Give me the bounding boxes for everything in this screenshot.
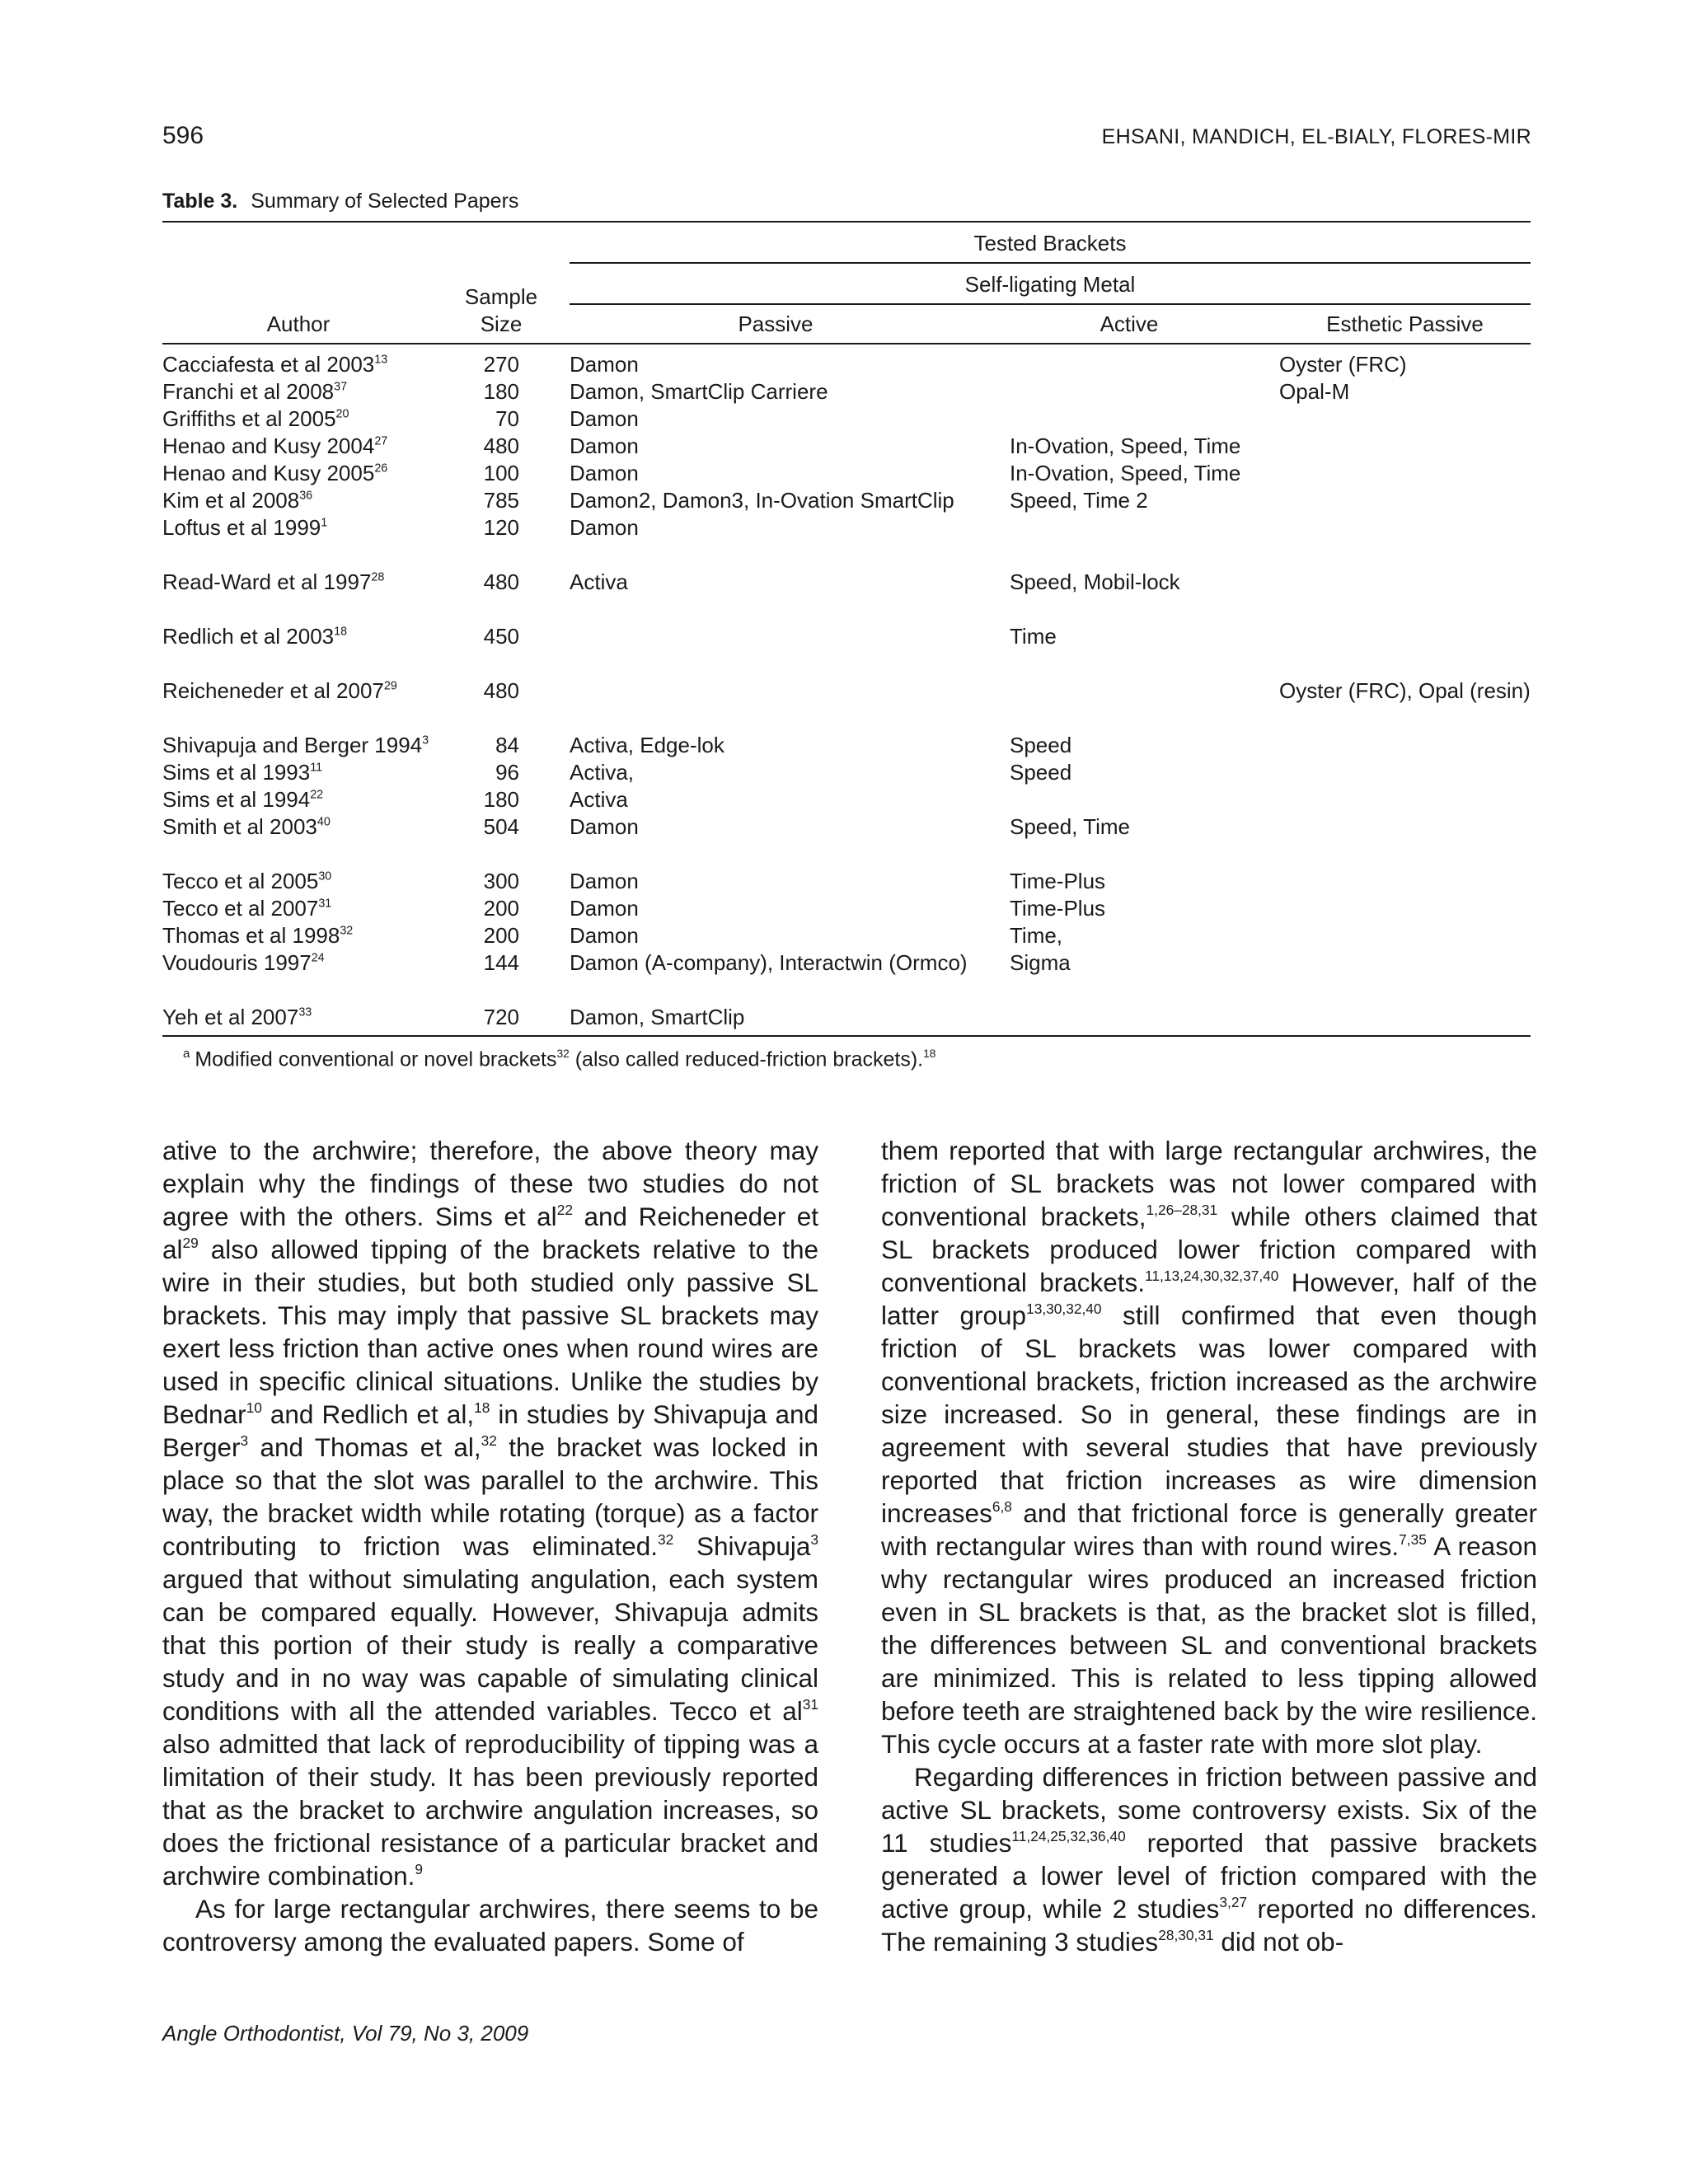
author-ref: 27	[374, 434, 388, 448]
table-cell-author	[162, 460, 387, 487]
author-name: Voudouris 1997	[162, 950, 312, 975]
citation-ref: 1,26–28,31	[1146, 1202, 1218, 1219]
citation-ref: 3	[810, 1531, 818, 1549]
table-cell-active: Time-Plus	[1010, 896, 1106, 921]
author-ref: 37	[334, 380, 348, 394]
author-ref: 31	[318, 897, 332, 911]
author-ref: 20	[335, 407, 349, 421]
header-esthetic-passive: Esthetic Passive	[1326, 312, 1484, 336]
author-name: Reicheneder et al 2007	[162, 678, 384, 703]
table-top-rule	[162, 221, 1531, 223]
table-label: Table 3.	[162, 190, 238, 213]
tested-brackets-rule	[570, 262, 1531, 264]
table-cell-author	[162, 949, 325, 977]
table-cell-sample-size: 200	[483, 923, 519, 948]
table-cell-passive: Activa,	[570, 760, 635, 785]
citation-ref: 11,24,25,32,36,40	[1011, 1828, 1126, 1845]
table-cell-active: Speed, Time	[1010, 814, 1130, 839]
table-cell-author	[162, 895, 331, 922]
author-name: Smith et al 2003	[162, 814, 317, 839]
table-cell-sample-size: 785	[483, 488, 519, 513]
table-cell-author	[162, 677, 397, 705]
citation-ref: 32	[658, 1531, 674, 1549]
citation-ref: 32	[481, 1432, 497, 1450]
table-cell-author	[162, 351, 387, 378]
author-ref: 18	[334, 625, 348, 639]
paragraph: them reported that with large rectangular archwires, the friction of SL brackets was not lower compared with conventional brackets,$^{1,26-28,31}$ while others claimed that SL brackets produced lower friction compared with conventional brackets.$^{11,13,24,30,32,37,40}$ However, half of the latter group$^{13,30,32,40}$ still confirmed that even though friction of SL brackets was lower compared with conventional brackets, friction increased as the archwire size increased. So in general, these findings are in agreement with several studies that have previously reported that friction increases as wire dimension increases$^{6,8}$ and that frictional force is generally greater with rectangular wires than with round wires.$^{7,35}$ A reason why rectangular wires produced an increased friction even in SL brackets is that, as the bracket slot is filled, the differences between SL and conventional brackets are minimized. This is related to less tipping allowed before teeth are straightened back by the wire resilience. This cycle occurs at a faster rate with more slot play.	[881, 1136, 1537, 1759]
table-bottom-rule	[162, 1035, 1531, 1037]
table-cell-passive: Damon	[570, 896, 639, 921]
author-name: Thomas et al 1998	[162, 923, 340, 948]
author-ref: 13	[374, 353, 388, 367]
author-name: Read-Ward et al 1997	[162, 569, 372, 594]
header-active: Active	[1100, 312, 1159, 336]
table-cell-passive: Activa	[570, 787, 628, 812]
table-cell-active: Sigma	[1010, 950, 1071, 975]
table-cell-author	[162, 732, 429, 759]
footnote-text-b: (also called reduced-friction brackets).	[569, 1047, 924, 1071]
table-cell-sample-size: 270	[483, 352, 519, 377]
citation-ref: 10	[246, 1399, 262, 1417]
paragraph: ative to the archwire; therefore, the above theory may explain why the findings of these two studies do not agree with the others. Sims et $al^{22}$ and Reicheneder et $al^{29}$ also allowed tipping of the brackets relative to the wire in their studies, but both studied only passive SL brackets. This may imply that passive SL brackets may exert less friction than active ones when round wires are used in specific clinical situations. Unlike the studies by Bednar$^{10}$ and Redlich et al,$^{18}$ in studies by Shivapuja and Berger$^3$ and Thomas et al,$^{32}$ the bracket was locked in place so that the slot was parallel to the archwire. This way, the bracket width while rotating (torque) as a factor contributing to friction was eliminated.$^{32}$ Shivapuja$^3$ argued that without simulating angulation, each system can be compared equally. However, Shivapuja admits that this portion of their study is really a comparative study and in no way was capable of simulating clinical conditions with all the attended variables. Tecco et $al^{31}$ also admitted that lack of reproducibility of tipping was a limitation of their study. It has been previously reported that as the bracket to archwire angulation increases, so does the frictional resistance of a particular bracket and archwire combination.$^9$	[162, 1136, 819, 1891]
citation-ref: 13,30,32,40	[1026, 1301, 1102, 1318]
citation-ref: 3	[240, 1432, 249, 1450]
table-cell-sample-size: 120	[483, 515, 519, 540]
table-cell-sample-size: 180	[483, 787, 519, 812]
author-name: Loftus et al 1999	[162, 515, 321, 540]
table-cell-active: Speed, Mobil-lock	[1010, 569, 1180, 594]
paragraph: Regarding differences in friction between passive and active SL brackets, some controversy exists. Six of the 11 studies$^{11,24,25,32,36,40}$ reported that passive brackets generated a lower level of friction compared with the active group, while 2 studies$^{3,27}$ reported no differences. The remaining 3 studies$^{28,30,31}$ did not ob-	[881, 1762, 1538, 1957]
citation-ref: 31	[802, 1696, 818, 1713]
table-cell-author	[162, 433, 387, 460]
table-cell-sample-size: 70	[495, 406, 519, 431]
table-cell-author	[162, 405, 349, 433]
table-title: Summary of Selected Papers	[251, 190, 519, 213]
table-cell-active: Speed	[1010, 760, 1072, 785]
author-name: Tecco et al 2007	[162, 896, 319, 921]
table-cell-sample-size: 504	[483, 814, 519, 839]
author-ref: 30	[318, 869, 332, 883]
table-caption	[162, 190, 518, 213]
author-ref: 32	[340, 924, 354, 938]
table-cell-passive: Damon, SmartClip	[570, 1005, 745, 1029]
author-ref: 29	[383, 679, 397, 693]
author-name: Franchi et al 2008	[162, 379, 335, 404]
header-bottom-rule	[162, 343, 1531, 344]
header-sample-line2: Size	[480, 312, 523, 336]
table-cell-author	[162, 378, 347, 405]
table-cell-sample-size: 450	[483, 624, 519, 649]
table-cell-sample-size: 480	[483, 678, 519, 703]
author-name: Henao and Kusy 2004	[162, 434, 375, 458]
citation-ref: 7,35	[1399, 1531, 1427, 1549]
table-cell-author	[162, 813, 331, 841]
author-ref: 11	[310, 761, 323, 775]
author-ref: 40	[316, 815, 331, 829]
author-ref: 22	[310, 788, 324, 802]
table-cell-active: Speed	[1010, 733, 1072, 757]
table-cell-sample-size: 720	[483, 1005, 519, 1029]
table-cell-sample-size: 84	[495, 733, 519, 757]
table-cell-author	[162, 623, 347, 650]
table-cell-passive: Damon, SmartClip Carriere	[570, 379, 828, 404]
table-cell-passive: Activa, Edge-lok	[570, 733, 724, 757]
table-cell-esthetic: Oyster (FRC)	[1279, 352, 1407, 377]
author-name: Griffiths et al 2005	[162, 406, 336, 431]
citation-ref: 11,13,24,30,32,37,40	[1145, 1268, 1279, 1285]
table-cell-passive: Damon	[570, 461, 639, 485]
table-cell-passive: Damon2, Damon3, In-Ovation SmartClip	[570, 488, 954, 513]
author-name: Tecco et al 2005	[162, 869, 319, 893]
journal-footer: Angle Orthodontist, Vol 79, No 3, 2009	[162, 2021, 529, 2046]
author-ref: 24	[311, 951, 325, 965]
author-name: Cacciafesta et al 2003	[162, 352, 375, 377]
self-ligating-rule	[570, 303, 1531, 305]
table-cell-passive: Activa	[570, 569, 628, 594]
table-cell-author	[162, 487, 312, 514]
table-cell-active: Time	[1010, 624, 1057, 649]
author-ref: 1	[321, 516, 328, 530]
table-cell-author	[162, 786, 323, 813]
author-ref: 33	[298, 1005, 312, 1019]
table-cell-sample-size: 300	[483, 869, 519, 893]
table-cell-passive: Damon	[570, 923, 639, 948]
author-name: Yeh et al 2007	[162, 1005, 299, 1029]
table-cell-author	[162, 759, 322, 786]
table-cell-active: In-Ovation, Speed, Time	[1010, 461, 1241, 485]
citation-ref: 18	[474, 1399, 490, 1417]
header-sample-line1: Sample	[464, 284, 538, 309]
paragraph: As for large rectangular archwires, there seems to be controversy among the evaluated papers. Some of	[162, 1894, 818, 1957]
table-cell-passive: Damon	[570, 515, 639, 540]
author-name: Sims et al 1993	[162, 760, 311, 785]
citation-ref: 6,8	[992, 1498, 1012, 1516]
citation-ref: 9	[415, 1861, 424, 1878]
header-self-ligating: Self-ligating Metal	[964, 272, 1136, 297]
body-column-right	[881, 1134, 1537, 1958]
table-cell-esthetic: Opal-M	[1279, 379, 1350, 404]
table-cell-passive: Damon	[570, 814, 639, 839]
footnote-mark: a	[183, 1047, 190, 1061]
author-name: Kim et al 2008	[162, 488, 300, 513]
author-name: Redlich et al 2003	[162, 624, 335, 649]
citation-ref: 29	[182, 1235, 199, 1252]
table-cell-passive: Damon	[570, 406, 639, 431]
table-cell-passive: Damon	[570, 352, 639, 377]
author-ref: 26	[374, 462, 388, 476]
table-cell-sample-size: 180	[483, 379, 519, 404]
table-cell-author	[162, 514, 327, 541]
table-cell-esthetic: Oyster (FRC), Opal (resin)	[1279, 678, 1531, 703]
author-ref: 28	[371, 570, 385, 584]
footnote-ref-a: 32	[556, 1047, 570, 1061]
author-ref: 3	[422, 733, 429, 748]
citation-ref: 22	[556, 1202, 573, 1219]
table-cell-author	[162, 868, 331, 895]
author-ref: 36	[299, 489, 313, 503]
citation-ref: 3,27	[1219, 1894, 1248, 1911]
header-passive: Passive	[738, 312, 814, 336]
citation-ref: 28,30,31	[1158, 1927, 1214, 1944]
table-cell-sample-size: 480	[483, 569, 519, 594]
table-cell-author	[162, 1004, 312, 1031]
table-cell-sample-size: 96	[495, 760, 519, 785]
table-footnote	[183, 1047, 935, 1072]
author-name: Sims et al 1994	[162, 787, 311, 812]
table-cell-sample-size: 200	[483, 896, 519, 921]
author-name: Henao and Kusy 2005	[162, 461, 375, 485]
table-cell-author	[162, 922, 353, 949]
header-author: Author	[266, 312, 331, 336]
table-cell-active: In-Ovation, Speed, Time	[1010, 434, 1241, 458]
table-cell-sample-size: 144	[483, 950, 519, 975]
table-cell-sample-size: 100	[483, 461, 519, 485]
table-cell-active: Time-Plus	[1010, 869, 1106, 893]
table-cell-sample-size: 480	[483, 434, 519, 458]
table-cell-passive: Damon (A-company), Interactwin (Ormco)	[570, 950, 968, 975]
page-number: 596	[162, 122, 204, 149]
table-cell-active: Time,	[1010, 923, 1063, 948]
table-cell-active: Speed, Time 2	[1010, 488, 1148, 513]
footnote-ref-b: 18	[923, 1047, 936, 1061]
table-cell-passive: Damon	[570, 434, 639, 458]
author-name: Shivapuja and Berger 1994	[162, 733, 423, 757]
running-head-authors: EHSANI, MANDICH, EL-BIALY, FLORES-MIR	[1101, 125, 1531, 148]
body-column-left	[162, 1134, 818, 1958]
header-tested-brackets: Tested Brackets	[973, 231, 1127, 255]
footnote-text-a: Modified conventional or novel brackets	[195, 1047, 557, 1071]
table-cell-author	[162, 569, 384, 596]
table-cell-passive: Damon	[570, 869, 639, 893]
